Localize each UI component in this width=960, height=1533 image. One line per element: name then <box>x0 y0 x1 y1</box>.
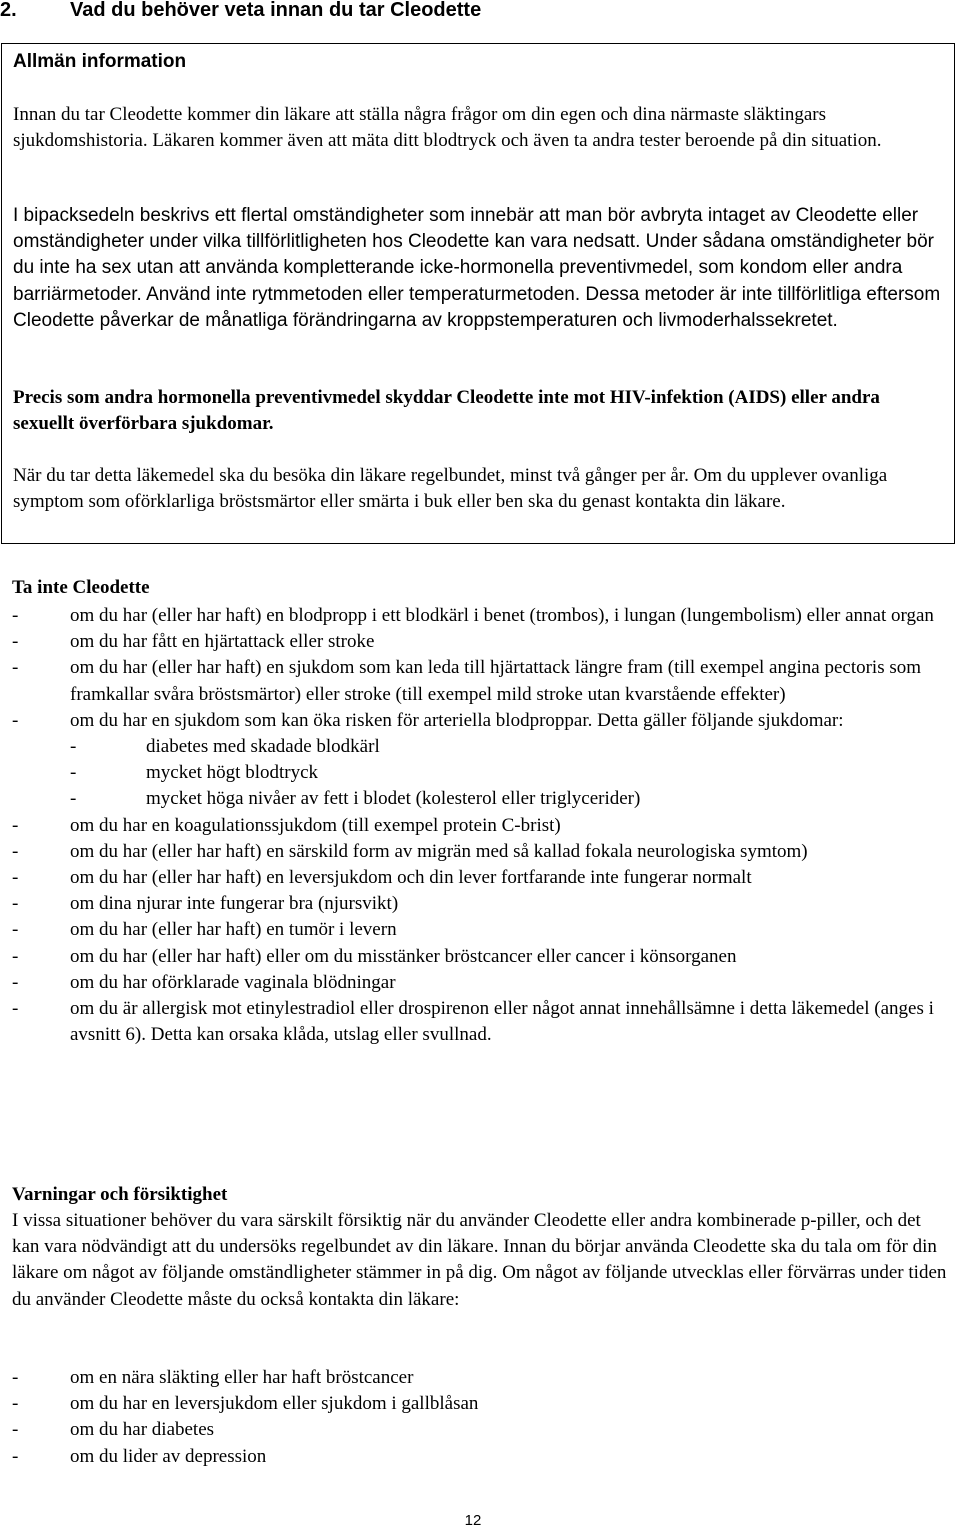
info-paragraph-visits: När du tar detta läkemedel ska du besöka din läkare regelbundet, minst två gånger per år. Om du upplever ovanliga symptom som oförklarliga bröstsmärtor eller smärta i buk eller ben ska du genast kontakta din läkare. <box>13 465 888 513</box>
list-item: - om du har diabetes <box>12 1417 948 1443</box>
page-number: 12 <box>464 1512 482 1529</box>
sub-list-item: - diabetes med skadade blodkärl <box>70 734 948 760</box>
list-item: - om du har en koagulationssjukdom (till exempel protein C-brist) <box>12 813 948 839</box>
ta-inte-list <box>12 603 948 1048</box>
list-item: - om du har en sjukdom som kan öka risken för arteriella blodproppar. Detta gäller följande sjukdomar: <box>12 708 948 734</box>
list-item: - om du har (eller har haft) en blodpropp i ett blodkärl i benet (trombos), i lungan (lungembolism) eller annat organ <box>12 603 948 629</box>
section-title-text: Vad du behöver veta innan du tar Cleodette <box>70 0 482 21</box>
info-paragraph-reliability: I bipacksedeln beskrivs ett flertal omständigheter som innebär att man bör avbryta intaget av Cleodette eller omständigheter under vilka tillförlitligheten hos Cleodette kan vara nedsatt. Under sådana omständigheter bör du inte ha sex utan att använda kompletterande icke-hormonella preventivmedel, som kondom eller andra barriärmetoder. Använd inte rytmmetoden eller temperaturmetoden. Dessa metoder är inte tillförlitliga eftersom Cleodette påverkar de månatliga förändringarna av kroppstemperaturen och livmoderhalssekretet. <box>13 205 941 331</box>
list-item: - om du har (eller har haft) en sjukdom som kan leda till hjärtattack längre fram (till exempel angina pectoris som framkallar svåra bröstsmärtor) eller stroke (till exempel mild stroke utan kvarstående effekter) <box>12 655 948 707</box>
ta-inte-heading: Ta inte Cleodette <box>12 577 150 598</box>
list-item: - om en nära släkting eller har haft bröstcancer <box>12 1365 948 1391</box>
varningar-paragraph: I vissa situationer behöver du vara särskilt försiktig när du använder Cleodette eller andra kombinerade p-piller, och det kan vara nödvändigt att du undersöks regelbundet av din läkare. Innan du börjar använda Cleodette ska du tala om för din läkare om något av följande omständligheter stämmer in på dig. Om något av följande utvecklas eller förvärras under tiden du använder Cleodette måste du också kontakta din läkare: <box>12 1210 947 1310</box>
sub-list <box>12 734 948 813</box>
list-item: - om du har fått en hjärtattack eller stroke <box>12 629 948 655</box>
varningar-heading: Varningar och försiktighet <box>12 1184 228 1205</box>
list-item: - om du har (eller har haft) eller om du misstänker bröstcancer eller cancer i könsorganen <box>12 944 948 970</box>
list-item: - om du lider av depression <box>12 1444 948 1470</box>
info-paragraph-history: Innan du tar Cleodette kommer din läkare att ställa några frågor om din egen och dina närmaste släktingars sjukdomshistoria. Läkaren kommer även att mäta ditt blodtryck och även ta andra tester beroende på din situation. <box>13 104 882 152</box>
list-item: - om du har (eller har haft) en leversjukdom och din lever fortfarande inte fungerar normalt <box>12 865 948 891</box>
list-item: - om du har (eller har haft) en särskild form av migrän med så kallad fokala neurologiska symtom) <box>12 839 948 865</box>
section-title <box>0 0 481 23</box>
varningar-list <box>12 1365 948 1470</box>
sub-list-container <box>12 734 948 813</box>
sub-list-item: - mycket höga nivåer av fett i blodet (kolesterol eller triglycerider) <box>70 786 948 812</box>
info-box-heading: Allmän information <box>13 51 187 72</box>
list-item: - om dina njurar inte fungerar bra (njursvikt) <box>12 891 948 917</box>
list-item: - om du har oförklarade vaginala blödningar <box>12 970 948 996</box>
section-number: 2. <box>0 0 17 21</box>
info-paragraph-hiv-warning: Precis som andra hormonella preventivmedel skyddar Cleodette inte mot HIV-infektion (AIDS) eller andra sexuellt överförbara sjukdomar. <box>13 387 880 435</box>
general-info-box <box>1 43 955 544</box>
list-item: - om du har en leversjukdom eller sjukdom i gallblåsan <box>12 1391 948 1417</box>
list-item: - om du har (eller har haft) en tumör i levern <box>12 917 948 943</box>
sub-list-item: - mycket högt blodtryck <box>70 760 948 786</box>
list-item: - om du är allergisk mot etinylestradiol eller drospirenon eller något annat innehållsämne i detta läkemedel (anges i avsnitt 6). Detta kan orsaka klåda, utslag eller svullnad. <box>12 996 948 1048</box>
